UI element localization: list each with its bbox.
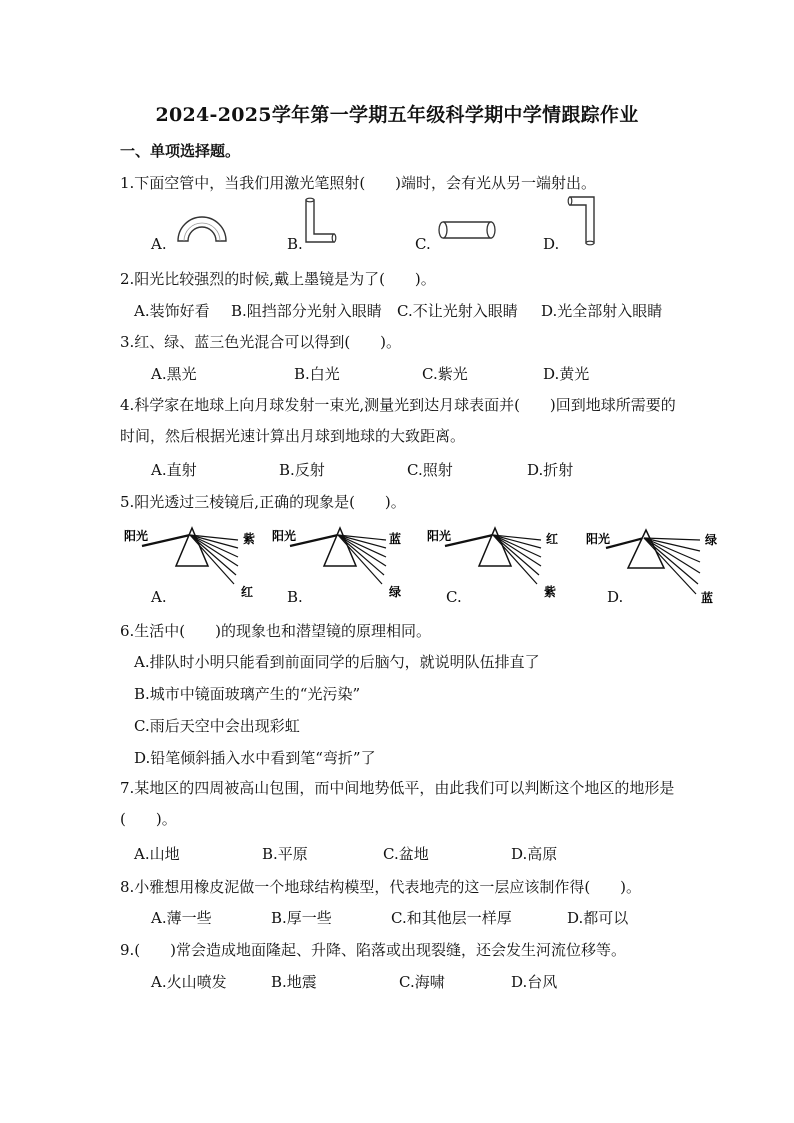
question-3-option-c[interactable]: C.紫光: [422, 365, 468, 383]
question-6-option-a[interactable]: A.排队时小明只能看到前面同学的后脑勺，就说明队伍排直了: [134, 653, 540, 671]
question-4-stem: 4.科学家在地球上向月球发射一束光,测量光到达月球表面并( )回到地球所需要的时间，然后根据光速计算出月球到地球的大致距离。: [120, 396, 676, 445]
section-heading: 一、单项选择题。: [120, 142, 241, 160]
question-2-option-b[interactable]: B.阻挡部分光射入眼睛: [231, 302, 382, 320]
question-6-option-c[interactable]: C.雨后天空中会出现彩虹: [134, 717, 300, 735]
svg-text:红: 红: [546, 532, 559, 546]
question-9-option-b[interactable]: B.地震: [271, 973, 317, 991]
question-8-stem: 8.小雅想用橡皮泥做一个地球结构模型，代表地壳的这一层应该制作得( )。: [120, 878, 642, 896]
question-1-option-b[interactable]: B.: [287, 235, 303, 253]
question-7-option-a[interactable]: A.山地: [134, 845, 180, 863]
question-9-option-d[interactable]: D.台风: [511, 973, 558, 991]
question-2-option-a[interactable]: A.装饰好看: [134, 302, 210, 320]
svg-text:阳光: 阳光: [586, 532, 611, 546]
prism-figure-d: [584, 518, 724, 604]
svg-text:阳光: 阳光: [124, 529, 149, 543]
svg-text:紫: 紫: [243, 532, 256, 546]
question-6-option-d[interactable]: D.铅笔倾斜插入水中看到笔“弯折”了: [134, 749, 376, 767]
prism-figure-a: [122, 518, 262, 600]
question-5-stem: 5.阳光透过三棱镜后,正确的现象是( )。: [120, 493, 406, 511]
question-1-option-c[interactable]: C.: [415, 235, 431, 253]
question-7-stem: 7.某地区的四周被高山包围，而中间地势低平，由此我们可以判断这个地区的地形是( )。: [120, 779, 675, 828]
inverted-l-tube-figure: [564, 193, 604, 249]
question-3-option-d[interactable]: D.黄光: [543, 365, 590, 383]
question-8-option-a[interactable]: A.薄一些: [151, 909, 212, 927]
svg-text:紫: 紫: [544, 585, 557, 599]
straight-tube-figure: [437, 218, 499, 244]
question-5-option-c[interactable]: C.: [446, 588, 462, 606]
question-6-stem: 6.生活中( )的现象也和潜望镜的原理相同。: [120, 622, 432, 640]
question-6-option-b[interactable]: B.城市中镜面玻璃产生的“光污染”: [134, 685, 361, 703]
page-title: 2024-2025学年第一学期五年级科学期中学情跟踪作业: [155, 104, 639, 126]
question-9-option-c[interactable]: C.海啸: [399, 973, 445, 991]
question-2-stem: 2.阳光比较强烈的时候,戴上墨镜是为了( )。: [120, 270, 436, 288]
question-4-option-c[interactable]: C.照射: [407, 461, 453, 479]
question-2-option-c[interactable]: C.不让光射入眼睛: [397, 302, 518, 320]
question-5-option-b[interactable]: B.: [287, 588, 303, 606]
svg-text:蓝: 蓝: [701, 591, 714, 604]
svg-text:绿: 绿: [389, 585, 402, 599]
question-8-option-b[interactable]: B.厚一些: [271, 909, 332, 927]
question-3-option-b[interactable]: B.白光: [294, 365, 340, 383]
question-8-option-c[interactable]: C.和其他层一样厚: [391, 909, 512, 927]
question-1-stem: 1.下面空管中，当我们用激光笔照射( )端时，会有光从另一端射出。: [120, 174, 597, 192]
question-2-option-d[interactable]: D.光全部射入眼睛: [541, 302, 663, 320]
question-5-option-a[interactable]: A.: [151, 588, 167, 606]
question-3-option-a[interactable]: A.黑光: [151, 365, 197, 383]
l-tube-figure: [300, 196, 340, 246]
question-7-option-c[interactable]: C.盆地: [383, 845, 429, 863]
question-7-option-b[interactable]: B.平原: [262, 845, 308, 863]
question-9-option-a[interactable]: A.火山喷发: [151, 973, 227, 991]
question-1-option-d[interactable]: D.: [543, 235, 560, 253]
question-1-option-a[interactable]: A.: [151, 235, 167, 253]
svg-text:阳光: 阳光: [427, 529, 452, 543]
svg-text:红: 红: [241, 585, 254, 599]
question-4-option-b[interactable]: B.反射: [279, 461, 325, 479]
svg-text:绿: 绿: [705, 533, 718, 547]
question-5-option-d[interactable]: D.: [607, 588, 624, 606]
svg-text:蓝: 蓝: [389, 532, 402, 546]
question-3-stem: 3.红、绿、蓝三色光混合可以得到( )。: [120, 333, 402, 351]
question-7-option-d[interactable]: D.高原: [511, 845, 558, 863]
question-9-stem: 9.( )常会造成地面隆起、升降、陷落或出现裂缝，还会发生河流位移等。: [120, 941, 627, 959]
question-4-option-a[interactable]: A.直射: [151, 461, 197, 479]
arch-tube-figure: [172, 205, 232, 245]
svg-text:阳光: 阳光: [272, 529, 297, 543]
question-4-option-d[interactable]: D.折射: [527, 461, 574, 479]
question-8-option-d[interactable]: D.都可以: [567, 909, 629, 927]
